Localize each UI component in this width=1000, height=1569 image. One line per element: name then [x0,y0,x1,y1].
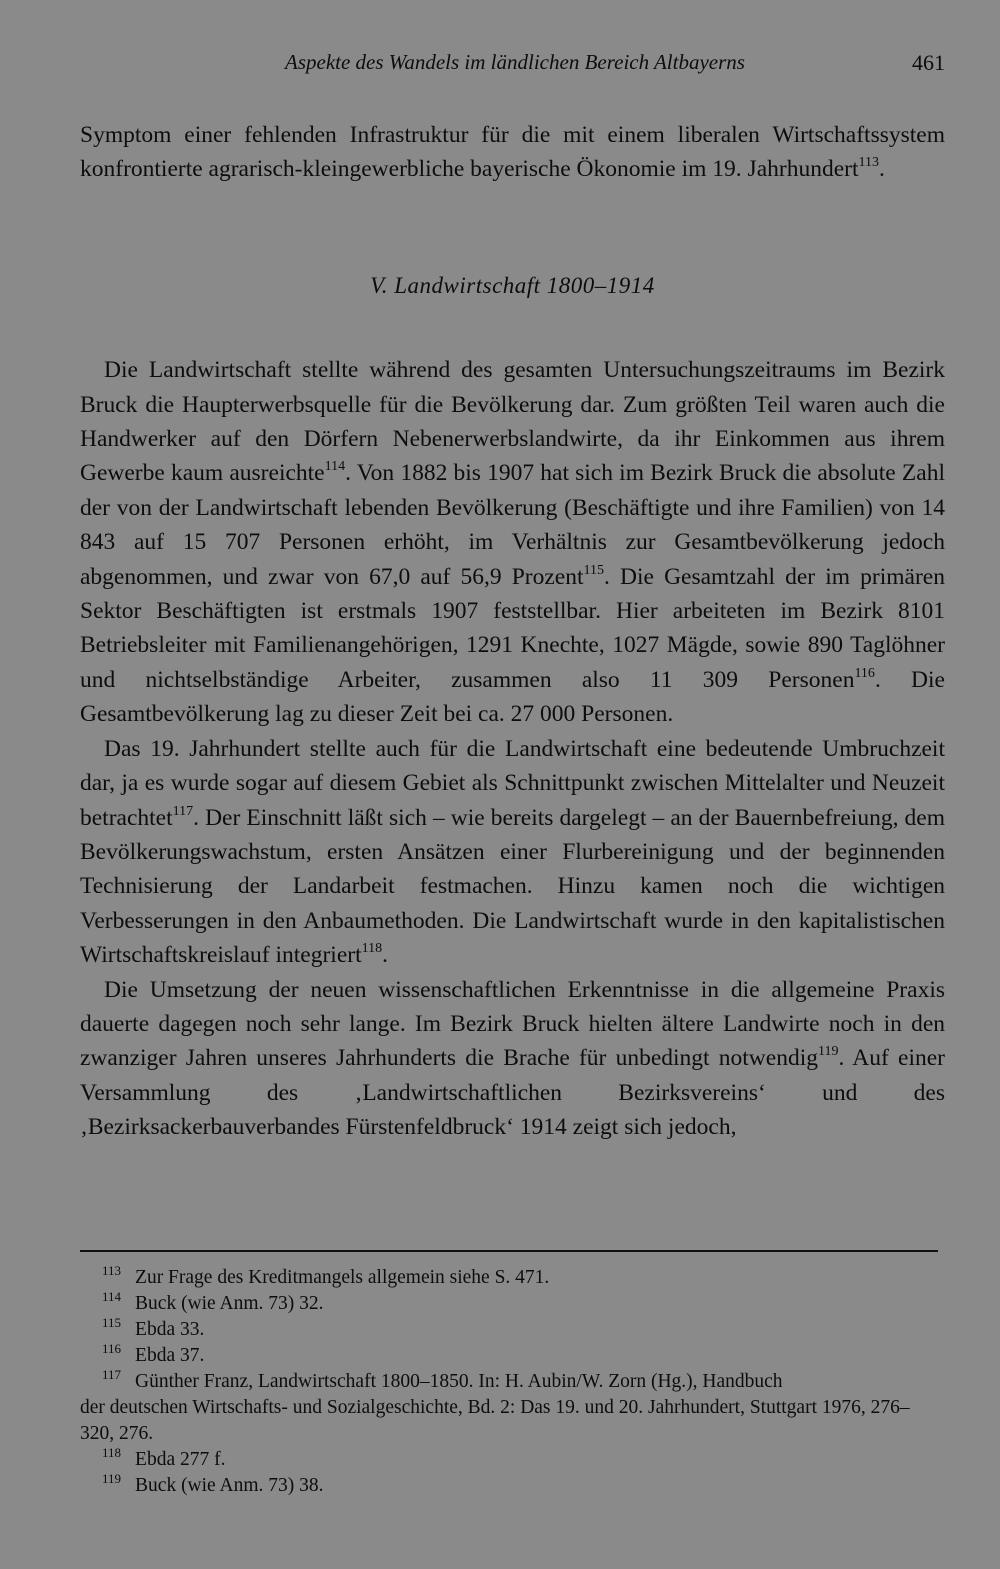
footnote-114: $^{114}$ Buck (wie Anm. 73) 32. [102,1289,324,1314]
footnotes [80,1265,938,1499]
paragraph-1: Die Landwirtschaft stellte während des gesamten Untersuchungszeitraums im Bezirk Bruck die Haupterwerbsquelle für die Bevölkerung dar. Zum größten Teil waren auch die Handwerker auf den Dörfern Nebenerwerbslandwirte, da ihr Einkommen aus ihrem Gewerbe kaum ausreichte$^{114}$. Von 1882 bis 1907 hat sich im Bezirk Bruck die absolute Zahl der von der Landwirtschaft lebenden Bevölkerung (Beschäftigte und ihre Familien) von 14 843 auf 15 707 Personen erhöht, im Verhältnis zur Gesamtbevölkerung jedoch abgenommen, und zwar von 67,0 auf 56,9 Prozent$^{115}$. Die Gesamtzahl der im primären Sektor Beschäftigten ist erstmals 1907 feststellbar. Hier arbeiteten im Bezirk 8101 Betriebsleiter mit Familienangehörigen, 1291 Knechte, 1027 Mägde, sowie 890 Taglöhner und nichtselbständige Arbeiter, zusammen also 11 309 Personen$^{116}$. Die Gesamtbevölkerung lag zu dieser Zeit bei ca. 27 000 Personen. [80,357,945,728]
section-heading: V. Landwirtschaft 1800–1914 [370,272,655,298]
page-number: 461 [912,50,945,75]
footnote-ref-117[interactable]: 117 [172,803,194,819]
running-title: Aspekte des Wandels im ländlichen Bereich Altbayerns [285,50,745,74]
footnote-ref-113[interactable]: 113 [858,155,879,171]
footnote-115: $^{115}$ Ebda 33. [102,1315,205,1340]
footnote-separator [80,1250,938,1252]
page-header [80,50,945,82]
footnote-ref-119[interactable]: 119 [818,1044,839,1060]
footnote-ref-115[interactable]: 115 [583,562,605,578]
footnote-ref-118[interactable]: 118 [361,941,383,957]
footnote-ref-114[interactable]: 114 [324,459,346,475]
paragraph-continuation: Symptom einer fehlenden Infrastruktur für die mit einem liberalen Wirtschaftssystem konfrontierte agrarisch-kleingewerbliche bayerische Ökonomie im 19. Jahrhundert$^{113}$. [80,122,945,183]
paragraph-3: Die Umsetzung der neuen wissenschaftlichen Erkenntnisse in die allgemeine Praxis dauerte dagegen noch sehr lange. Im Bezirk Bruck hielten ältere Landwirte noch in den zwanziger Jahren unseres Jahrhunderts die Brache für unbedingt notwendig$^{119}$. Auf einer Versammlung des ‚Landwirtschaftlichen Bezirksvereins‘ und des ‚Bezirksackerbauverbandes Fürstenfeldbruck‘ 1914 zeigt sich jedoch, [80,976,945,1141]
footnote-119: $^{119}$ Buck (wie Anm. 73) 38. [102,1471,324,1496]
footnote-ref-116[interactable]: 116 [854,665,875,681]
footnote-118: $^{118}$ Ebda 277 f. [102,1445,226,1470]
paragraph-2: Das 19. Jahrhundert stellte auch für die Landwirtschaft eine bedeutende Umbruchzeit dar, ja es wurde sogar auf diesem Gebiet als Schnittpunkt zwischen Mittelalter und Neuzeit betrachtet$^{117}$. Der Einschnitt läßt sich – wie bereits dargelegt – an der Bauernbefreiung, dem Bevölkerungswachstum, ersten Ansätzen einer Flurbereinigung und der beginnenden Technisierung der Landarbeit festmachen. Hinzu kamen noch die wichtigen Verbesserungen in den Anbaumethoden. Die Landwirtschaft wurde in den kapitalistischen Wirtschaftskreislauf integriert$^{118}$. [80,735,945,969]
body-text [80,118,945,1145]
footnote-116: $^{116}$ Ebda 37. [102,1341,205,1366]
footnote-117-continuation: der deutschen Wirtschafts- und Sozialgeschichte, Bd. 2: Das 19. und 20. Jahrhundert, Stuttgart 1976, 276–320, 276. [80,1397,910,1444]
footnote-113: $^{113}$ Zur Frage des Kreditmangels allgemein siehe S. 471. [102,1263,550,1288]
footnote-117: $^{117}$ Günther Franz, Landwirtschaft 1800–1850. In: H. Aubin/W. Zorn (Hg.), Handbuch [102,1367,783,1392]
